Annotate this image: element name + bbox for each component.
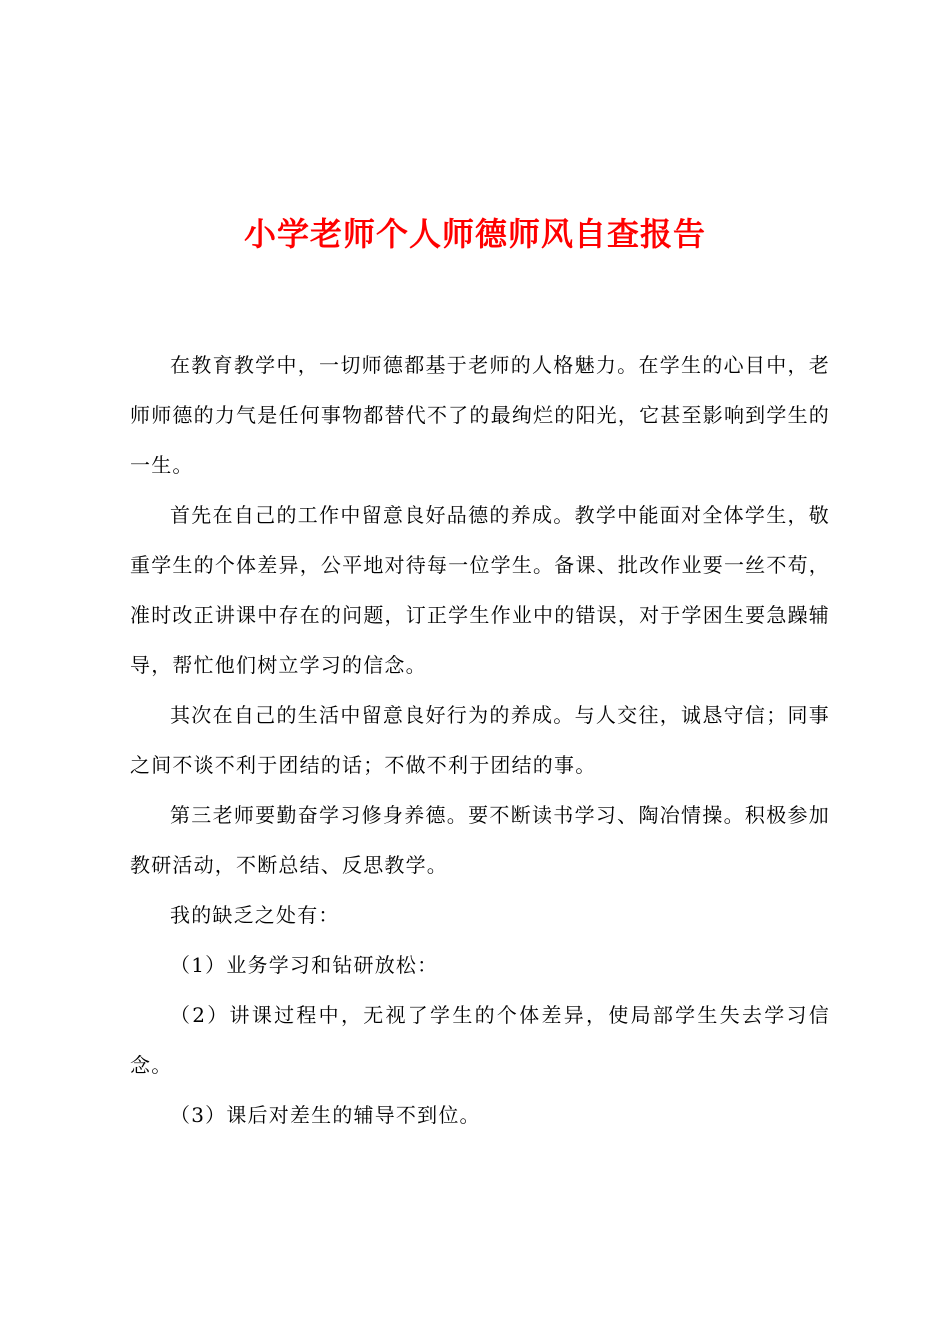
paragraph-work-conduct: 首先在自己的工作中留意良好品德的养成。教学中能面对全体学生，敬重学生的个体差异，公平地对待每一位学生。备课、批改作业要一丝不苟，准时改正讲课中存在的问题，订正学生作业中的错误，对于学困生要急躁辅导，帮忙他们树立学习的信念。 — [130, 503, 830, 677]
document-title: 小学老师个人师德师风自查报告 — [243, 215, 706, 253]
paragraph-shortcoming-2: （2）讲课过程中，无视了学生的个体差异，使局部学生失去学习信念。 — [130, 1003, 830, 1077]
document-body — [130, 340, 830, 1140]
paragraph-life-conduct: 其次在自己的生活中留意良好行为的养成。与人交往，诚恳守信；同事之间不谈不利于团结的话；不做不利于团结的事。 — [130, 703, 830, 777]
paragraph-intro: 在教育教学中，一切师德都基于老师的人格魅力。在学生的心目中，老师师德的力气是任何事物都替代不了的最绚烂的阳光，它甚至影响到学生的一生。 — [130, 353, 830, 477]
paragraph-shortcomings-heading: 我的缺乏之处有： — [170, 903, 340, 927]
paragraph-study: 第三老师要勤奋学习修身养德。要不断读书学习、陶冶情操。积极参加教研活动，不断总结、反思教学。 — [130, 803, 830, 877]
paragraph-shortcoming-1: （1）业务学习和钻研放松： — [170, 953, 439, 977]
paragraph-shortcoming-3: （3）课后对差生的辅导不到位。 — [170, 1103, 481, 1127]
